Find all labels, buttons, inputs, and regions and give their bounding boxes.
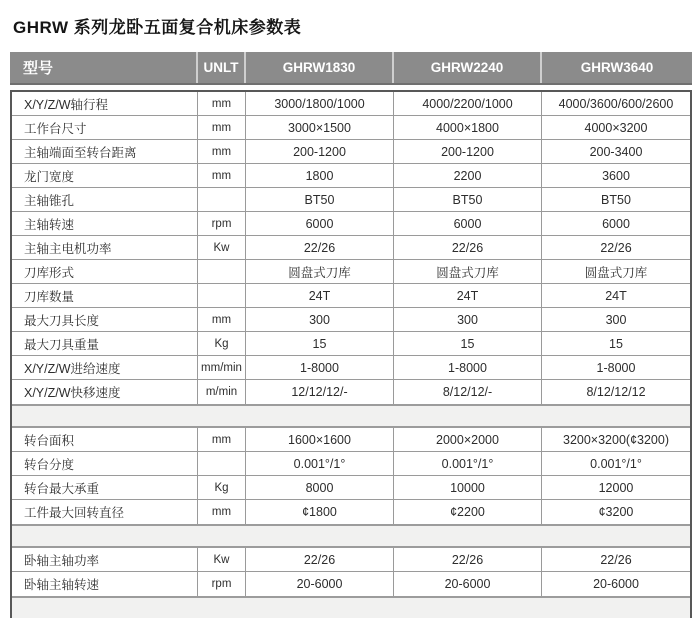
value-cell: 22/26 [394,236,542,259]
value-cell: 4000×3200 [584,120,648,135]
param-name-cell: 主轴主电机功率 [12,236,198,259]
unit-cell: Kg [198,332,246,355]
section-separator [12,596,690,618]
value-cell: 22/26 [246,548,394,571]
table-row [12,452,690,476]
value-cell: 8000 [246,476,394,499]
unit-cell [198,452,246,475]
param-name-cell: X/Y/Z/W轴行程 [12,92,198,115]
param-name-cell: 卧轴主轴转速 [12,572,198,596]
value-cell: 200-3400 [589,144,643,159]
unit-cell: Kg [198,476,246,499]
param-name-cell: 卧轴主轴功率 [12,548,198,571]
header-model-ghrw3640: GHRW3640 [540,52,692,83]
header-model-label: 型号 [23,60,54,77]
param-name-cell: 工作台尺寸 [12,116,198,139]
param-name-cell: X/Y/Z/W进给速度 [12,356,198,379]
unit-cell [198,188,246,211]
value-cell: 10000 [394,476,542,499]
value-cell: 22/26 [600,240,632,255]
value-cell: 6000 [246,212,394,235]
header-unit-label: UNLT [196,52,244,83]
section-separator [12,404,690,428]
unit-cell: mm [198,500,246,524]
param-name-cell: 刀库数量 [12,284,198,307]
unit-cell: mm [198,140,246,163]
value-cell: 1-8000 [596,360,636,375]
value-cell: ¢3200 [598,505,634,519]
table-row [12,548,690,572]
page-title: GHRW 系列龙卧五面复合机床参数表 [13,18,302,37]
value-cell: 300 [246,308,394,331]
param-name-cell: 工件最大回转直径 [12,500,198,524]
header-model-ghrw2240: GHRW2240 [392,52,540,83]
table-row [12,140,690,164]
unit-cell: mm [198,92,246,115]
value-cell: 6000 [394,212,542,235]
value-cell: BT50 [246,188,394,211]
table-row [12,212,690,236]
table-row [12,116,690,140]
header-model-ghrw1830: GHRW1830 [244,52,392,83]
table-row [12,188,690,212]
value-cell: 12/12/12/- [246,380,394,404]
value-cell: 8/12/12/- [394,380,542,404]
table-row [12,356,690,380]
table-row [12,236,690,260]
value-cell: 4000/2200/1000 [394,92,542,115]
unit-cell: rpm [198,572,246,596]
value-cell: 0.001°/1° [394,452,542,475]
value-cell: BT50 [394,188,542,211]
table-row [12,476,690,500]
param-name-cell: 主轴锥孔 [12,188,198,211]
value-cell: 1800 [246,164,394,187]
unit-cell [198,284,246,307]
unit-cell: mm [198,116,246,139]
value-cell: 1-8000 [394,356,542,379]
value-cell: 2200 [394,164,542,187]
value-cell: 24T [605,288,627,303]
unit-cell: rpm [198,212,246,235]
value-cell: 3200×3200(¢3200) [563,432,669,447]
section-separator [12,524,690,548]
unit-cell: mm/min [198,356,246,379]
value-cell: 300 [605,312,627,327]
param-name-cell: 最大刀具重量 [12,332,198,355]
value-cell: 15 [609,336,623,351]
unit-cell: Kw [198,548,246,571]
value-cell: 24T [394,284,542,307]
table-row [12,428,690,452]
value-cell: 3000/1800/1000 [246,92,394,115]
table-row [12,500,690,524]
value-cell: ¢1800 [246,500,394,524]
value-cell: 2000×2000 [394,428,542,451]
table-row [12,380,690,404]
param-name-cell: 最大刀具长度 [12,308,198,331]
value-cell: 200-1200 [246,140,394,163]
value-cell: BT50 [601,192,631,207]
param-name-cell: 转台最大承重 [12,476,198,499]
value-cell: 22/26 [600,552,632,567]
value-cell: 15 [394,332,542,355]
param-name-cell: 主轴端面至转台距离 [12,140,198,163]
table-row [12,92,690,116]
unit-cell: Kw [198,236,246,259]
value-cell: 15 [246,332,394,355]
table-row [12,308,690,332]
value-cell: 圆盘式刀库 [584,265,648,280]
value-cell: 圆盘式刀库 [394,260,542,283]
value-cell: 4000/3600/600/2600 [558,96,674,111]
param-name-cell: 龙门宽度 [12,164,198,187]
value-cell: 8/12/12/12 [586,385,646,399]
parameter-table-body [10,90,692,618]
value-cell: 0.001°/1° [590,456,642,471]
value-cell: 300 [394,308,542,331]
unit-cell: mm [198,308,246,331]
param-name-cell: 转台分度 [12,452,198,475]
value-cell: 0.001°/1° [246,452,394,475]
unit-cell: m/min [198,380,246,404]
value-cell: 6000 [602,216,630,231]
table-header-row [10,52,692,85]
value-cell: 1600×1600 [246,428,394,451]
value-cell: 22/26 [246,236,394,259]
param-name-cell: 转台面积 [12,428,198,451]
value-cell: 20-6000 [246,572,394,596]
value-cell: ¢2200 [394,500,542,524]
unit-cell: mm [198,428,246,451]
value-cell: 3600 [602,168,630,183]
table-row [12,332,690,356]
table-row [12,164,690,188]
value-cell: 12000 [598,480,634,495]
table-row [12,260,690,284]
unit-cell: mm [198,164,246,187]
value-cell: 1-8000 [246,356,394,379]
unit-cell [198,260,246,283]
value-cell: 24T [246,284,394,307]
table-row [12,572,690,596]
value-cell: 3000×1500 [246,116,394,139]
value-cell: 20-6000 [593,577,639,591]
value-cell: 圆盘式刀库 [246,260,394,283]
param-name-cell: 主轴转速 [12,212,198,235]
table-section [12,548,690,596]
table-section [12,92,690,404]
value-cell: 22/26 [394,548,542,571]
param-name-cell: X/Y/Z/W快移速度 [12,380,198,404]
table-row [12,284,690,308]
param-name-cell: 刀库形式 [12,260,198,283]
table-section [12,428,690,524]
value-cell: 4000×1800 [394,116,542,139]
value-cell: 20-6000 [394,572,542,596]
value-cell: 200-1200 [394,140,542,163]
